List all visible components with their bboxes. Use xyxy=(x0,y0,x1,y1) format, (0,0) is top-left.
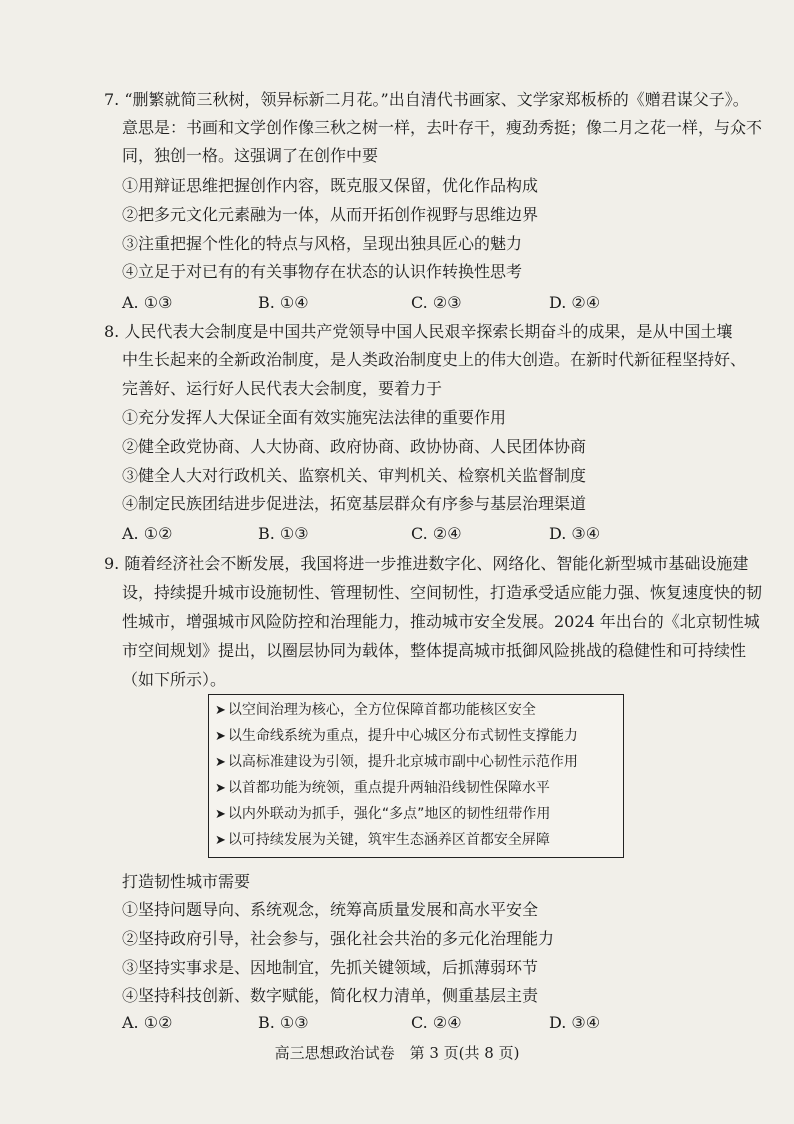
q9-item-2: ②坚持政府引导，社会参与，强化社会共治的多元化治理能力 xyxy=(122,929,555,948)
q8-item-1: ①充分发挥人大保证全面有效实施宪法法律的重要作用 xyxy=(122,408,507,427)
plan-item: ➤ 以空间治理为核心，全方位保障首都功能核区安全 xyxy=(215,702,536,718)
q7-item-2: ②把多元文化元素融为一体，从而开拓创作视野与思维边界 xyxy=(122,205,539,224)
arrow-icon: ➤ xyxy=(215,729,226,744)
q9-line-2: 设，持续提升城市设施韧性、管理韧性、空间韧性，打造承受适应能力强、恢复速度快的韧 xyxy=(122,583,763,602)
q7-line-3: 同，独创一格。这强调了在创作中要 xyxy=(122,146,379,165)
q7-option-d[interactable]: D. ②④ xyxy=(549,293,601,312)
q8-option-d[interactable]: D. ③④ xyxy=(549,524,601,543)
plan-item: ➤ 以内外联动为抓手，强化“多点”地区的韧性纽带作用 xyxy=(215,806,551,822)
q9-line-4: 市空间规划》提出，以圈层协同为载体，整体提高城市抵御风险挑战的稳健性和可持续性 xyxy=(122,641,747,660)
q9-option-c[interactable]: C. ②④ xyxy=(411,1013,462,1032)
q9-line-3: 性城市，增强城市风险防控和治理能力，推动城市安全发展。2024 年出台的《北京韧性城 xyxy=(122,612,760,631)
q7-item-4: ④立足于对已有的有关事物存在状态的认识作转换性思考 xyxy=(122,262,523,281)
q7-option-a[interactable]: A. ①③ xyxy=(122,293,173,312)
plan-box xyxy=(208,694,624,858)
q7-line-2: 意思是：书画和文学创作像三秋之树一样，去叶存干，瘦劲秀挺；像二月之花一样，与众不 xyxy=(122,118,763,137)
q9-option-d[interactable]: D. ③④ xyxy=(549,1013,601,1032)
arrow-icon: ➤ xyxy=(215,703,226,718)
arrow-icon: ➤ xyxy=(215,833,226,848)
q9-stem: 打造韧性城市需要 xyxy=(122,872,251,891)
q8-option-c[interactable]: C. ②④ xyxy=(411,524,462,543)
q7-option-b[interactable]: B. ①④ xyxy=(258,293,309,312)
q8-item-4: ④制定民族团结进步促进法，拓宽基层群众有序参与基层治理渠道 xyxy=(122,494,587,513)
plan-item: ➤ 以生命线系统为重点，提升中心城区分布式韧性支撑能力 xyxy=(215,728,578,744)
q9-option-a[interactable]: A. ①② xyxy=(122,1013,173,1032)
q9-line-1: 9. 随着经济社会不断发展，我国将进一步推进数字化、网络化、智能化新型城市基础设施建 xyxy=(104,554,749,573)
q9-item-1: ①坚持问题导向、系统观念，统筹高质量发展和高水平安全 xyxy=(122,900,539,919)
q9-option-b[interactable]: B. ①③ xyxy=(258,1013,309,1032)
q8-line-3: 完善好、运行好人民代表大会制度，要着力于 xyxy=(122,379,443,398)
arrow-icon: ➤ xyxy=(215,755,226,770)
q8-line-2: 中生长起来的全新政治制度，是人类政治制度史上的伟大创造。在新时代新征程坚持好、 xyxy=(122,350,747,369)
q8-item-2: ②健全政党协商、人大协商、政府协商、政协协商、人民团体协商 xyxy=(122,437,587,456)
plan-item: ➤ 以高标准建设为引领，提升北京城市副中心韧性示范作用 xyxy=(215,754,578,770)
q7-line-1: 7. “删繁就简三秋树，领异标新二月花。”出自清代书画家、文学家郑板桥的《赠君谋父子》。 xyxy=(104,90,749,109)
q8-item-3: ③健全人大对行政机关、监察机关、审判机关、检察机关监督制度 xyxy=(122,466,587,485)
q9-line-5: （如下所示）。 xyxy=(122,670,227,689)
q7-item-3: ③注重把握个性化的特点与风格，呈现出独具匠心的魅力 xyxy=(122,234,523,253)
q8-option-b[interactable]: B. ①③ xyxy=(258,524,309,543)
q8-option-a[interactable]: A. ①② xyxy=(122,524,173,543)
plan-item: ➤ 以可持续发展为关键，筑牢生态涵养区首都安全屏障 xyxy=(215,832,550,848)
q8-line-1: 8. 人民代表大会制度是中国共产党领导中国人民艰辛探索长期奋斗的成果，是从中国土壤 xyxy=(104,322,733,341)
arrow-icon: ➤ xyxy=(215,807,226,822)
page-footer: 高三思想政治试卷 第 3 页(共 8 页) xyxy=(274,1044,520,1062)
plan-item: ➤ 以首都功能为统领，重点提升两轴沿线韧性保障水平 xyxy=(215,780,550,796)
arrow-icon: ➤ xyxy=(215,781,226,796)
q7-item-1: ①用辩证思维把握创作内容，既克服又保留，优化作品构成 xyxy=(122,176,539,195)
q7-option-c[interactable]: C. ②③ xyxy=(411,293,462,312)
q9-item-3: ③坚持实事求是、因地制宜，先抓关键领域，后抓薄弱环节 xyxy=(122,958,539,977)
q9-item-4: ④坚持科技创新、数字赋能，简化权力清单，侧重基层主责 xyxy=(122,986,539,1005)
